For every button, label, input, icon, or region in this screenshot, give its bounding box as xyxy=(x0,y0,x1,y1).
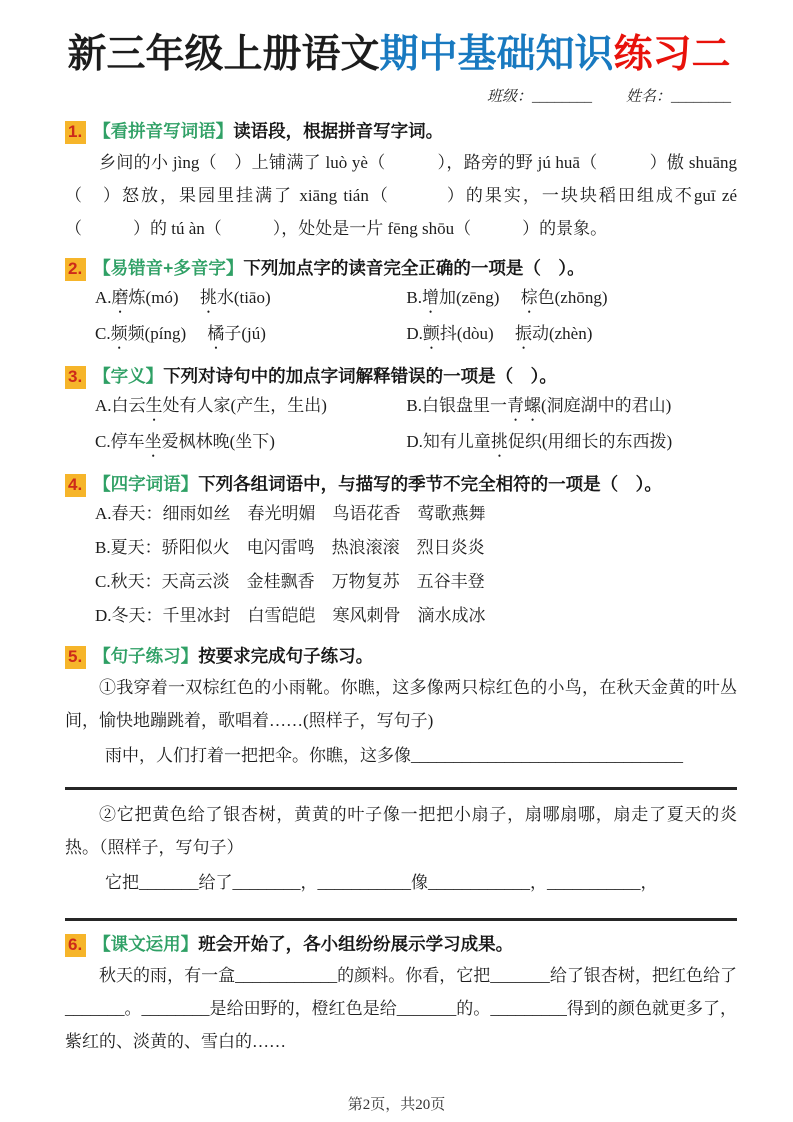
question-3-number-badge: 3. xyxy=(65,366,86,389)
option-b: B.白银盘里一青螺(洞庭湖中的君山) xyxy=(406,396,672,415)
question-5-tag: 【句子练习】 xyxy=(93,646,199,666)
option-c: C.频频(píng) 橘子(jú) xyxy=(95,324,266,343)
question-4-number-badge: 4. xyxy=(65,474,86,497)
question-6-number-badge: 6. xyxy=(65,934,86,957)
question-5-header xyxy=(65,643,737,669)
question-3-options xyxy=(65,389,737,461)
question-1-passage: 乡间的小 jìng（ ）上铺满了 luò yè（ ），路旁的野 jú huā（ ）傲 shuāng（ ）怒放，果园里挂满了 xiāng tián（ ）的果实，一块块稻田组成不guī zé（ ）的 tú àn（ ），处处是一片 fēng shōu（ ）的景象。 xyxy=(65,153,737,238)
question-4-tag: 【四字词语】 xyxy=(93,474,199,494)
class-blank: ________ xyxy=(531,89,592,105)
question-6-passage: 秋天的雨，有一盒____________的颜料。你看，它把_______给了银杏树，把红色给了_______。________是给田野的，橙红色是给_______的。_________得到的颜色就更多了，紫红的、淡黄的、雪白的…… xyxy=(65,966,737,1051)
question-5-sub2-text: ②它把黄色给了银杏树，黄黄的叶子像一把把小扇子，扇哪扇哪，扇走了夏天的炎热。（照样子，写句子） xyxy=(65,805,737,857)
question-4-header xyxy=(65,471,737,497)
question-4-title: 下列各组词语中，与描写的季节不完全相符的一项是（ ）。 xyxy=(198,474,662,494)
option-d: D.冬天：千里冰封 白雪皑皑 寒风刺骨 滴水成冰 xyxy=(95,606,486,625)
question-2-header xyxy=(65,255,737,281)
option-c: C.秋天：天高云淡 金桂飘香 万物复苏 五谷丰登 xyxy=(95,572,485,591)
question-1 xyxy=(65,118,737,245)
option-d: D.知有儿童挑促织(用细长的东西拨) xyxy=(406,432,673,451)
section-divider xyxy=(65,918,737,921)
question-5-sub1-answer-line: 雨中，人们打着一把把伞。你瞧，这多像________________________________ xyxy=(105,746,683,765)
question-6-title: 班会开始了，各小组纷纷展示学习成果。 xyxy=(198,934,514,954)
option-a: A.白云生处有人家(产生，生出) xyxy=(95,396,327,415)
name-label: 姓名： xyxy=(625,89,671,105)
section-divider xyxy=(65,787,737,790)
question-2-tag: 【易错音+多音字】 xyxy=(93,258,244,278)
question-4-options xyxy=(65,497,737,633)
question-3-tag: 【字义】 xyxy=(93,366,164,386)
question-5 xyxy=(65,643,737,773)
option-a: A.春天：细雨如丝 春光明媚 鸟语花香 莺歌燕舞 xyxy=(95,504,486,523)
option-d: D.颤抖(dòu) 振动(zhèn) xyxy=(406,324,593,343)
name-blank: ________ xyxy=(671,89,731,105)
question-3-header xyxy=(65,363,737,389)
page-title xyxy=(61,30,737,80)
question-2-number-badge: 2. xyxy=(65,258,86,281)
question-2 xyxy=(65,255,737,353)
question-5-sub1-text: ①我穿着一双棕红色的小雨靴。你瞧，这多像两只棕红色的小鸟，在秋天金黄的叶丛间，愉快地蹦跳着，歌唱着……(照样子，写句子) xyxy=(65,678,737,730)
question-2-title: 下列加点字的读音完全正确的一项是（ ）。 xyxy=(243,258,585,278)
question-1-header xyxy=(65,118,737,144)
option-b: B.夏天：骄阳似火 电闪雷鸣 热浪滚滚 烈日炎炎 xyxy=(95,538,485,557)
option-a: A.磨炼(mó) 挑水(tiāo) xyxy=(95,288,271,307)
class-label: 班级： xyxy=(486,89,532,105)
question-4 xyxy=(65,471,737,633)
page-number: 第2页，共20页 xyxy=(347,1097,446,1113)
question-2-options xyxy=(65,281,737,353)
question-5-sub2-answer-line: 它把_______给了________，___________像____________，___________， xyxy=(105,873,658,892)
question-5-sub2 xyxy=(65,798,737,900)
question-3-title: 下列对诗句中的加点字词解释错误的一项是（ ）。 xyxy=(163,366,557,386)
option-c: C.停车坐爱枫林晚(坐下) xyxy=(95,432,275,451)
question-5-title: 按要求完成句子练习。 xyxy=(198,646,374,666)
title-part-blue: 期中基础知识 xyxy=(379,33,614,76)
question-1-tag: 【看拼音写词语】 xyxy=(93,121,234,141)
option-b: B.增加(zēng) 棕色(zhōng) xyxy=(406,288,608,307)
question-6-tag: 【课文运用】 xyxy=(93,934,199,954)
question-5-number-badge: 5. xyxy=(65,646,86,669)
question-6-header xyxy=(65,931,737,957)
question-6 xyxy=(65,931,737,1058)
title-part-red: 练习二 xyxy=(613,33,731,76)
student-info-row xyxy=(65,86,731,108)
question-1-number-badge: 1. xyxy=(65,121,86,144)
question-1-title: 读语段，根据拼音写字词。 xyxy=(233,121,444,141)
title-part-black: 新三年级上册语文 xyxy=(67,33,380,76)
question-3 xyxy=(65,363,737,461)
